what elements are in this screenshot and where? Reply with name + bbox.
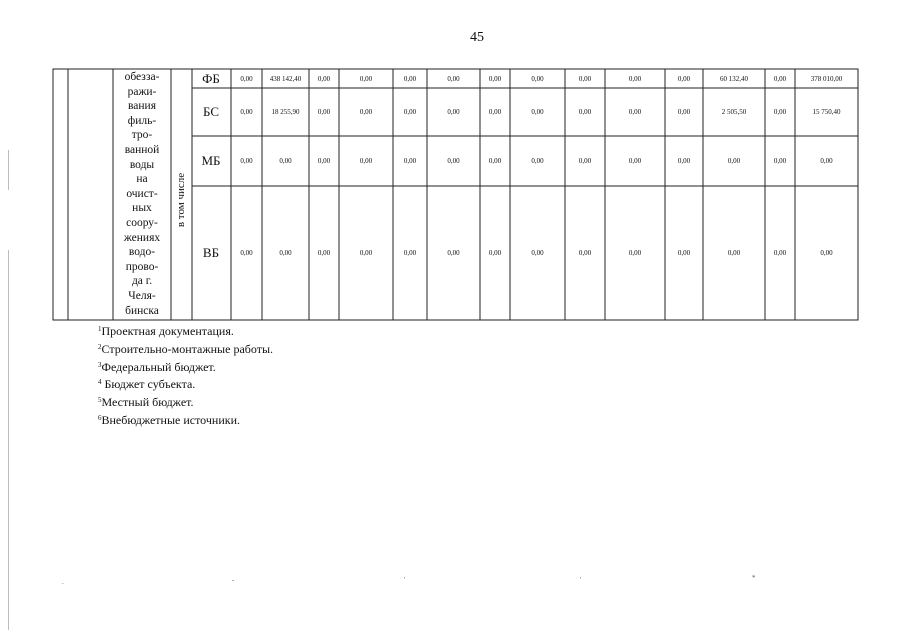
scan-mark: ' [404, 576, 406, 584]
scan-mark: - [232, 576, 235, 584]
footnote [98, 375, 273, 393]
table-cell: 0,00 [628, 249, 642, 257]
table-cell: 0,00 [317, 74, 331, 83]
budget-code: МБ [201, 153, 221, 168]
budget-code: БС [202, 104, 220, 119]
table-cell: 0,00 [359, 108, 373, 116]
table-cell: 0,00 [531, 74, 544, 83]
table-cell: 0,00 [317, 108, 331, 116]
description-line: Челя- [128, 289, 156, 302]
table-cell: 0,00 [773, 74, 787, 83]
table-cell: 0,00 [578, 74, 592, 83]
footnote [98, 411, 273, 429]
description-line: ражи- [127, 85, 157, 98]
table-cell: 0,00 [359, 249, 373, 257]
table-cell: 0,00 [279, 157, 292, 165]
description-line: тро- [131, 129, 153, 142]
scan-mark: * [752, 574, 756, 582]
table-cell: 0,00 [488, 249, 502, 257]
page-number: 45 [470, 30, 484, 45]
description-line: на [136, 173, 148, 186]
table-cell: 438 142,40 [269, 74, 302, 83]
footnote-number: 6 [98, 413, 102, 422]
table-cell: 0,00 [677, 108, 691, 116]
table-cell: 378 010,00 [810, 74, 843, 83]
table-cell: 0,00 [240, 74, 253, 83]
table-cell: 0,00 [773, 157, 787, 165]
footnote-text: Внебюджетные источники. [101, 412, 240, 427]
table-cell: 0,00 [403, 74, 417, 83]
table-cell: 0,00 [359, 157, 373, 165]
table-cell: 0,00 [359, 74, 373, 83]
budget-code: ФБ [202, 70, 220, 86]
table-cell: 0,00 [317, 249, 331, 257]
table-cell: 0,00 [578, 157, 592, 165]
description-line: вания [128, 100, 156, 113]
footnote-text: Бюджет субъекта. [101, 377, 196, 392]
footnote-number: 5 [98, 396, 102, 405]
table-cell: 0,00 [578, 249, 592, 257]
object-description [114, 70, 170, 318]
table-cell: 0,00 [447, 108, 460, 116]
footnote [98, 358, 273, 376]
table-cell: 18 255,90 [271, 108, 300, 116]
table-cell: 0,00 [317, 157, 331, 165]
table-cell: 0,00 [488, 108, 502, 116]
table-cell: 0,00 [403, 108, 417, 116]
footnote-text: Федеральный бюджет. [101, 359, 216, 374]
footnote-number: 2 [98, 342, 102, 351]
table-cell: 0,00 [677, 74, 691, 83]
table-cell: 0,00 [403, 157, 417, 165]
footnote-text: Местный бюджет. [101, 395, 194, 410]
description-line: да г. [131, 275, 153, 288]
table-cell: 0,00 [531, 249, 544, 257]
scan-mark: ' [580, 576, 582, 584]
table-cell: 0,00 [820, 249, 833, 257]
footnote-number: 4 [98, 378, 102, 387]
description-line: соору- [126, 216, 158, 229]
table-cell: 0,00 [279, 249, 292, 257]
description-line: жениях [123, 231, 161, 244]
footnote-number: 1 [98, 325, 102, 333]
footnote-number: 3 [98, 360, 102, 369]
vertical-label: в том числе [175, 172, 187, 228]
description-line: прово- [125, 260, 159, 273]
table-cell: 0,00 [677, 249, 691, 257]
table-cell: 0,00 [820, 157, 833, 165]
description-line: ванной [124, 143, 160, 156]
description-line: воды [129, 158, 155, 171]
footnote [98, 393, 273, 411]
footnotes [98, 322, 273, 429]
description-line: филь- [127, 114, 157, 127]
table-cell: 15 750,40 [812, 108, 841, 116]
table-cell: 0,00 [727, 157, 741, 165]
footnote-text: Проектная документация. [101, 324, 234, 338]
table-cell: 0,00 [773, 249, 787, 257]
footnote [98, 340, 273, 358]
table-cell: 0,00 [628, 74, 642, 83]
description-line: обезза- [124, 71, 160, 83]
table-cell: 0,00 [677, 157, 691, 165]
table-cell: 0,00 [531, 108, 544, 116]
table-cell: 0,00 [240, 249, 253, 257]
description-line: бинска [125, 304, 159, 317]
footnote [98, 322, 273, 340]
description-line: водо- [128, 246, 156, 259]
table-cell: 0,00 [531, 157, 544, 165]
table-cell: 0,00 [727, 249, 741, 257]
budget-code: ВБ [202, 245, 220, 260]
table-cell: 0,00 [773, 108, 787, 116]
table-cell: 0,00 [447, 249, 460, 257]
table-cell: 0,00 [578, 108, 592, 116]
table-cell: 0,00 [403, 249, 417, 257]
table-cell: 2 505,50 [721, 108, 747, 116]
description-line: ных [132, 202, 152, 215]
table-cell: 0,00 [488, 74, 502, 83]
scan-mark: . [62, 578, 64, 586]
table-cell: 0,00 [628, 157, 642, 165]
table-cell: 0,00 [447, 74, 460, 83]
table-cell: 0,00 [240, 108, 253, 116]
table-cell: 60 132,40 [720, 74, 748, 83]
description-line: очист- [126, 187, 158, 200]
footnote-text: Строительно-монтажные работы. [101, 341, 274, 356]
table-cell: 0,00 [628, 108, 642, 116]
table-cell: 0,00 [488, 157, 502, 165]
table-cell: 0,00 [240, 157, 253, 165]
table-cell: 0,00 [447, 157, 460, 165]
